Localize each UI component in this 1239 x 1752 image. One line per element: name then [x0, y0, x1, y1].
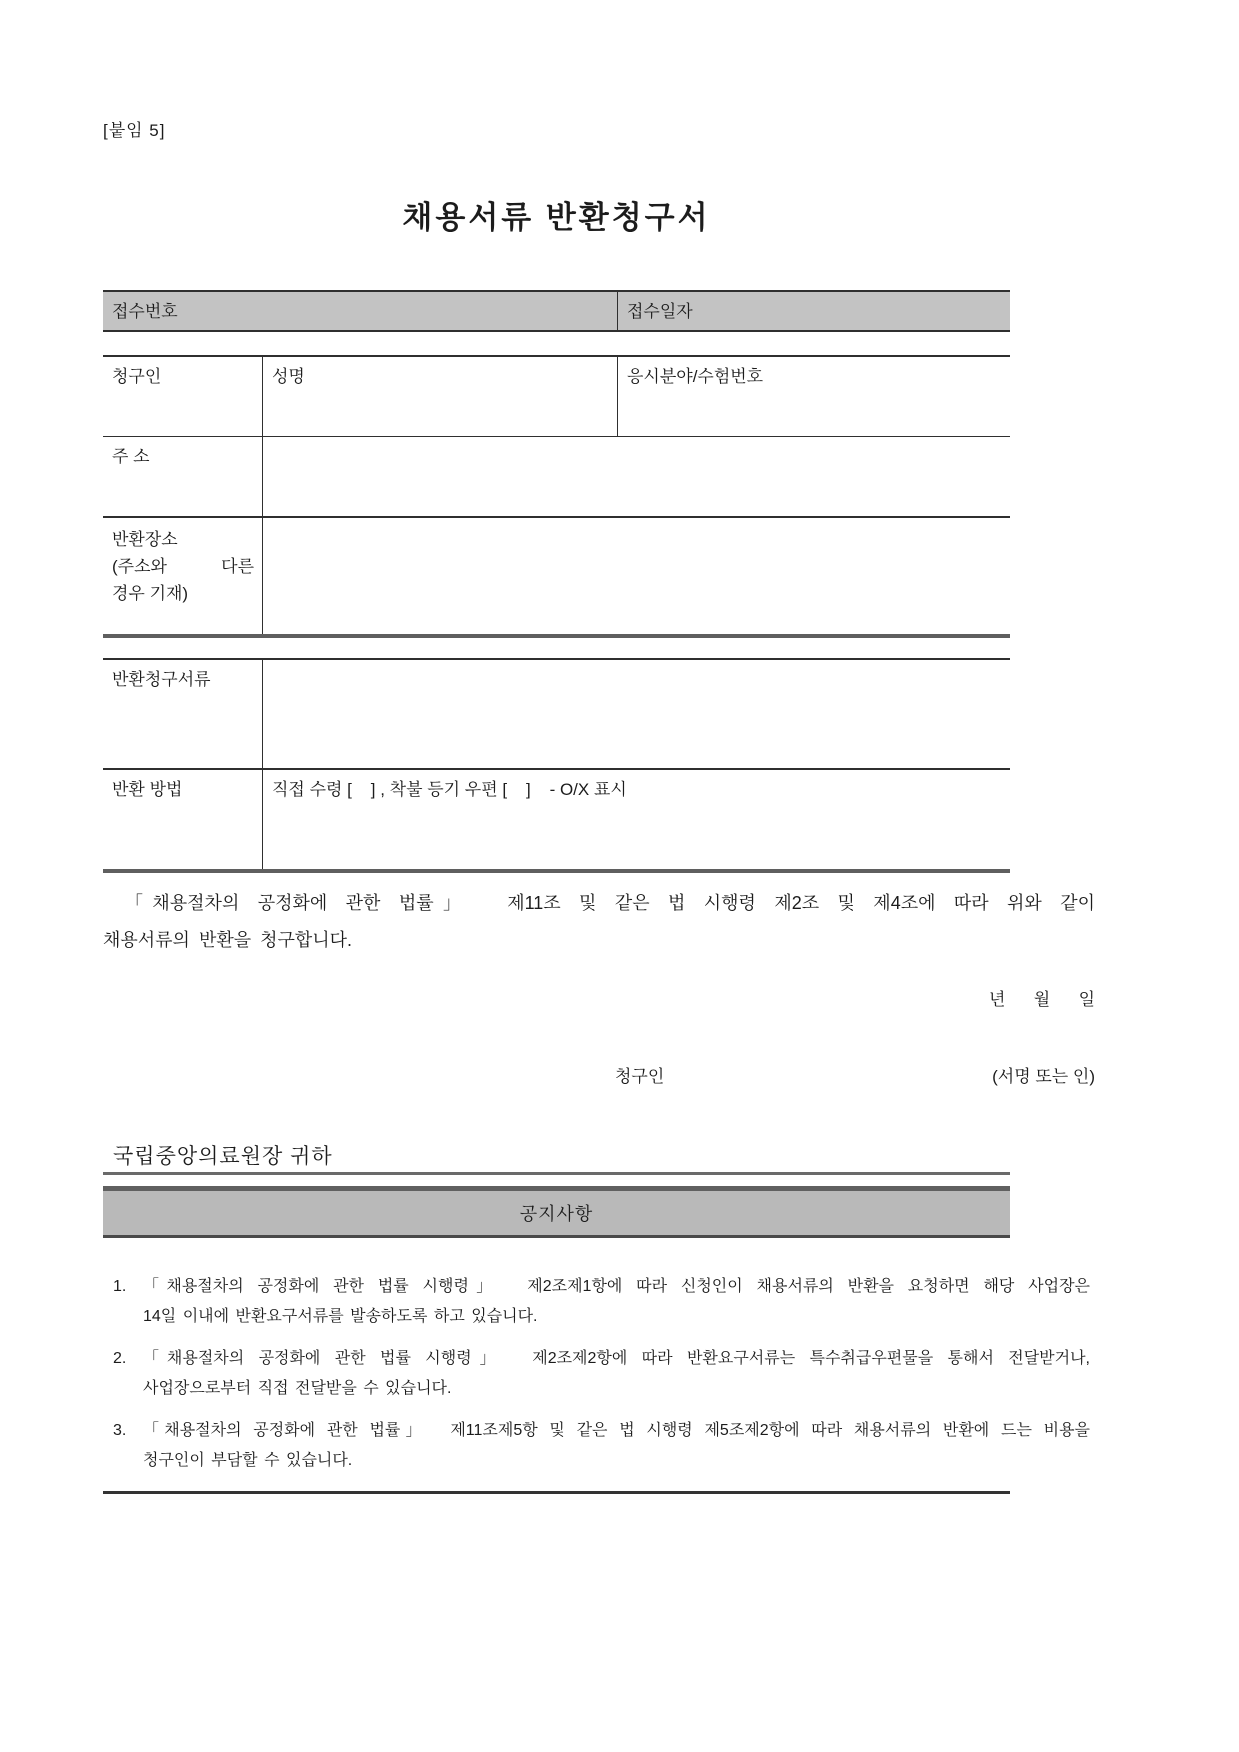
notice-item-2 — [113, 1344, 1090, 1404]
documents-label: 반환청구서류 — [112, 670, 211, 689]
receipt-table — [103, 290, 1010, 332]
notice-item-1-line1: 「채용절차의 공정화에 관한 법률 시행령」 제2조제1항에 따라 신청인이 채용서류의 반환을 요청하면 해당 사업장은 — [143, 1278, 1090, 1295]
method-label: 반환 방법 — [112, 780, 183, 799]
notice-item-2-line1: 「채용절차의 공정화에 관한 법률 시행령」 제2조제2항에 따라 반환요구서류는 특수취급우편물을 통해서 전달받거나, — [143, 1350, 1090, 1367]
request-row-method — [103, 770, 1010, 873]
notice-item-1 — [113, 1272, 1090, 1332]
name-label: 성명 — [272, 367, 305, 386]
applicant-row-name — [103, 357, 1010, 437]
addressee: 국립중앙의료원장 귀하 — [113, 1145, 333, 1168]
request-row-documents — [103, 660, 1010, 770]
date-line: 년 월 일 — [989, 990, 1095, 1009]
notice-item-2-body — [143, 1344, 1090, 1404]
notice-item-1-line2: 14일 이내에 반환요구서류를 발송하도록 하고 있습니다. — [143, 1308, 538, 1325]
exam-cell — [617, 357, 1010, 436]
method-value: 직접 수령 [ ] , 착불 등기 우편 [ ] - O/X 표시 — [262, 770, 1010, 869]
notice-item-1-number: 1. — [113, 1278, 127, 1295]
exam-label: 응시분야/수험번호 — [627, 367, 764, 386]
claimant-label: 청구인 — [112, 367, 162, 386]
signature-note: (서명 또는 인) — [992, 1067, 1095, 1086]
notice-item-3 — [113, 1416, 1090, 1476]
return-place-label-line1: 반환장소 — [112, 530, 178, 549]
declaration-paragraph — [103, 888, 1095, 955]
notice-banner — [103, 1186, 1010, 1238]
notice-item-2-number: 2. — [113, 1350, 127, 1367]
divider-rule-bottom — [103, 1491, 1010, 1494]
address-value — [262, 437, 1010, 516]
receipt-row — [103, 292, 1010, 332]
address-label: 주 소 — [112, 447, 150, 466]
request-table — [103, 658, 1010, 873]
receipt-number-label: 접수번호 — [112, 302, 178, 321]
documents-value — [262, 660, 1010, 768]
applicant-row-return-place — [103, 518, 1010, 638]
applicant-row-address — [103, 437, 1010, 518]
notice-item-3-body — [143, 1416, 1090, 1476]
receipt-number-cell — [103, 292, 617, 330]
signature-line — [103, 1062, 1095, 1088]
return-place-label — [103, 518, 262, 634]
applicant-table — [103, 355, 1010, 638]
name-cell — [262, 357, 617, 436]
notice-item-3-line2: 청구인이 부담할 수 있습니다. — [143, 1452, 353, 1469]
receipt-date-label: 접수일자 — [627, 302, 693, 321]
notice-list — [113, 1272, 1090, 1488]
notice-item-1-body — [143, 1272, 1090, 1332]
receipt-date-cell — [617, 292, 1010, 330]
notice-item-3-line1: 「채용절차의 공정화에 관한 법률」 제11조제5항 및 같은 법 시행령 제5조제2항에 따라 채용서류의 반환에 드는 비용을 — [143, 1422, 1090, 1439]
declaration-line2: 채용서류의 반환을 청구합니다. — [103, 930, 353, 950]
notice-item-3-number: 3. — [113, 1422, 127, 1439]
declaration-line1: 「채용절차의 공정화에 관한 법률」 제11조 및 같은 법 시행령 제2조 및 제4조에 따라 위와 같이 — [125, 893, 1095, 913]
notice-item-2-line2: 사업장으로부터 직접 전달받을 수 있습니다. — [143, 1380, 452, 1397]
return-place-label-line3: 경우 기재) — [112, 584, 189, 603]
return-place-value — [262, 518, 1010, 634]
signature-claimant-label: 청구인 — [615, 1067, 665, 1086]
return-place-label-line2: (주소와 다른 — [112, 557, 254, 576]
divider-rule-top — [103, 1172, 1010, 1175]
notice-banner-title: 공지사항 — [519, 1204, 594, 1224]
attachment-label: [붙임 5] — [103, 121, 166, 140]
page-title: 채용서류 반환청구서 — [402, 200, 711, 235]
